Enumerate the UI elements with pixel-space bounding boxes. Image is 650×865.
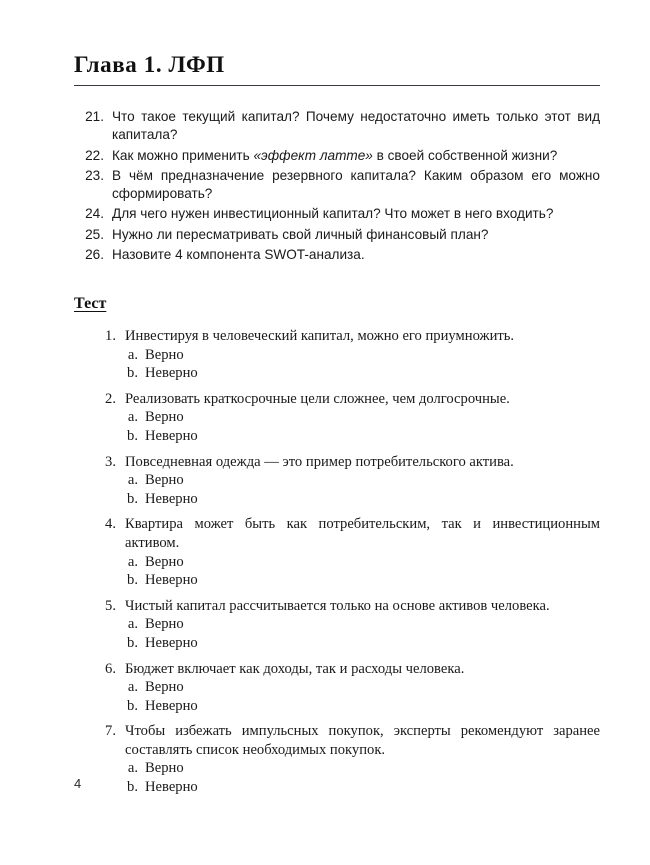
- test-answer-options: [74, 471, 600, 508]
- test-option-a[interactable]: [74, 553, 600, 572]
- test-question-number: 6.: [105, 660, 116, 677]
- test-question-number: 2.: [105, 390, 116, 407]
- test-item: [74, 660, 600, 716]
- option-letter: b.: [127, 490, 138, 507]
- chapter-header: [74, 52, 600, 86]
- test-item: [74, 597, 600, 653]
- test-answer-options: [74, 408, 600, 445]
- test-option-a[interactable]: [74, 346, 600, 365]
- question-item: [74, 167, 600, 204]
- option-label: Верно: [145, 553, 184, 570]
- option-label: Неверно: [145, 779, 198, 796]
- test-item: [74, 453, 600, 509]
- test-question-row: [74, 327, 600, 346]
- test-question-text: Чистый капитал рассчитывается только на основе активов человека.: [125, 597, 550, 614]
- question-text: Для чего нужен инвестиционный капитал? Что может в него входить?: [112, 206, 554, 222]
- test-option-b[interactable]: [74, 634, 600, 653]
- test-item: [74, 390, 600, 446]
- test-option-a[interactable]: [74, 678, 600, 697]
- option-letter: a.: [127, 553, 138, 570]
- test-question-text: Квартира может быть как потребительским, так и инвестиционным активом.: [125, 516, 600, 551]
- option-letter: b.: [127, 427, 138, 444]
- option-label: Неверно: [145, 634, 198, 651]
- question-number: 25.: [85, 226, 104, 242]
- open-questions-list: [74, 108, 600, 266]
- option-letter: b.: [127, 365, 138, 382]
- question-text: Назовите 4 компонента SWOT-анализа.: [112, 247, 365, 263]
- option-letter: a.: [127, 616, 138, 633]
- question-number: 22.: [85, 147, 104, 163]
- option-label: Верно: [145, 679, 184, 696]
- test-answer-options: [74, 759, 600, 796]
- question-text-emphasis: «эффект латте»: [253, 147, 373, 163]
- test-option-b[interactable]: [74, 490, 600, 509]
- test-question-row: [74, 515, 600, 552]
- test-option-a[interactable]: [74, 408, 600, 427]
- test-questions-list: [74, 327, 600, 804]
- page-title: Глава 1. ЛФП: [74, 52, 225, 77]
- question-item: [74, 205, 600, 223]
- question-item: [74, 108, 600, 145]
- option-label: Верно: [145, 472, 184, 489]
- option-letter: a.: [127, 679, 138, 696]
- test-option-b[interactable]: [74, 697, 600, 716]
- test-question-text: Реализовать краткосрочные цели сложнее, чем долгосрочные.: [125, 390, 510, 407]
- option-label: Верно: [145, 409, 184, 426]
- test-question-text: Инвестируя в человеческий капитал, можно его приумножить.: [125, 328, 515, 344]
- question-text: Нужно ли пересматривать свой личный финансовый план?: [112, 226, 489, 242]
- test-question-row: [74, 453, 600, 472]
- option-label: Верно: [145, 760, 184, 777]
- test-item: [74, 722, 600, 796]
- option-letter: a.: [127, 409, 138, 426]
- test-option-b[interactable]: [74, 778, 600, 797]
- test-option-b[interactable]: [74, 571, 600, 590]
- question-number: 23.: [85, 167, 104, 183]
- test-question-text: Повседневная одежда — это пример потребительского актива.: [125, 453, 514, 470]
- page-number: 4: [74, 776, 82, 791]
- question-number: 24.: [85, 206, 104, 222]
- option-letter: b.: [127, 697, 138, 714]
- option-letter: a.: [127, 346, 138, 363]
- test-question-row: [74, 390, 600, 409]
- option-label: Неверно: [145, 572, 198, 589]
- question-number: 26.: [85, 247, 104, 263]
- test-answer-options: [74, 678, 600, 715]
- test-option-a[interactable]: [74, 759, 600, 778]
- test-option-a[interactable]: [74, 615, 600, 634]
- test-question-number: 5.: [105, 597, 116, 614]
- test-question-number: 1.: [105, 328, 116, 344]
- option-letter: b.: [127, 779, 138, 796]
- question-number: 21.: [85, 109, 104, 124]
- test-section-heading: Тест: [74, 295, 107, 312]
- test-answer-options: [74, 346, 600, 383]
- question-text-lead: Как можно применить: [112, 147, 254, 163]
- test-item: [74, 515, 600, 589]
- test-question-text: Чтобы избежать импульсных покупок, эксперты рекомендуют заранее составлять список необходимых покупок.: [125, 723, 600, 758]
- test-answer-options: [74, 553, 600, 590]
- option-label: Неверно: [145, 365, 198, 382]
- option-label: Неверно: [145, 427, 198, 444]
- question-item: [74, 226, 600, 244]
- option-label: Неверно: [145, 490, 198, 507]
- test-question-number: 3.: [105, 453, 116, 470]
- test-question-number: 4.: [105, 516, 116, 533]
- test-question-row: [74, 597, 600, 616]
- option-label: Верно: [145, 616, 184, 633]
- test-question-row: [74, 722, 600, 759]
- option-letter: a.: [127, 472, 138, 489]
- option-letter: a.: [127, 760, 138, 777]
- option-label: Верно: [145, 346, 184, 363]
- test-question-text: Бюджет включает как доходы, так и расходы человека.: [125, 660, 465, 677]
- test-item: [74, 327, 600, 383]
- option-label: Неверно: [145, 697, 198, 714]
- question-text: [112, 147, 600, 165]
- test-question-number: 7.: [105, 723, 116, 740]
- option-letter: b.: [127, 572, 138, 589]
- question-item: [74, 147, 600, 165]
- option-letter: b.: [127, 634, 138, 651]
- question-text-tail: в своей собственной жизни?: [372, 147, 558, 163]
- question-text: Что такое текущий капитал? Почему недостаточно иметь только этот вид капитала?: [112, 109, 600, 143]
- test-option-a[interactable]: [74, 471, 600, 490]
- question-text: В чём предназначение резервного капитала? Каким образом его можно сформировать?: [112, 167, 600, 202]
- test-option-b[interactable]: [74, 427, 600, 446]
- test-question-row: [74, 660, 600, 679]
- test-answer-options: [74, 615, 600, 652]
- test-option-b[interactable]: [74, 364, 600, 383]
- header-divider: [74, 85, 600, 86]
- question-item: [74, 246, 600, 264]
